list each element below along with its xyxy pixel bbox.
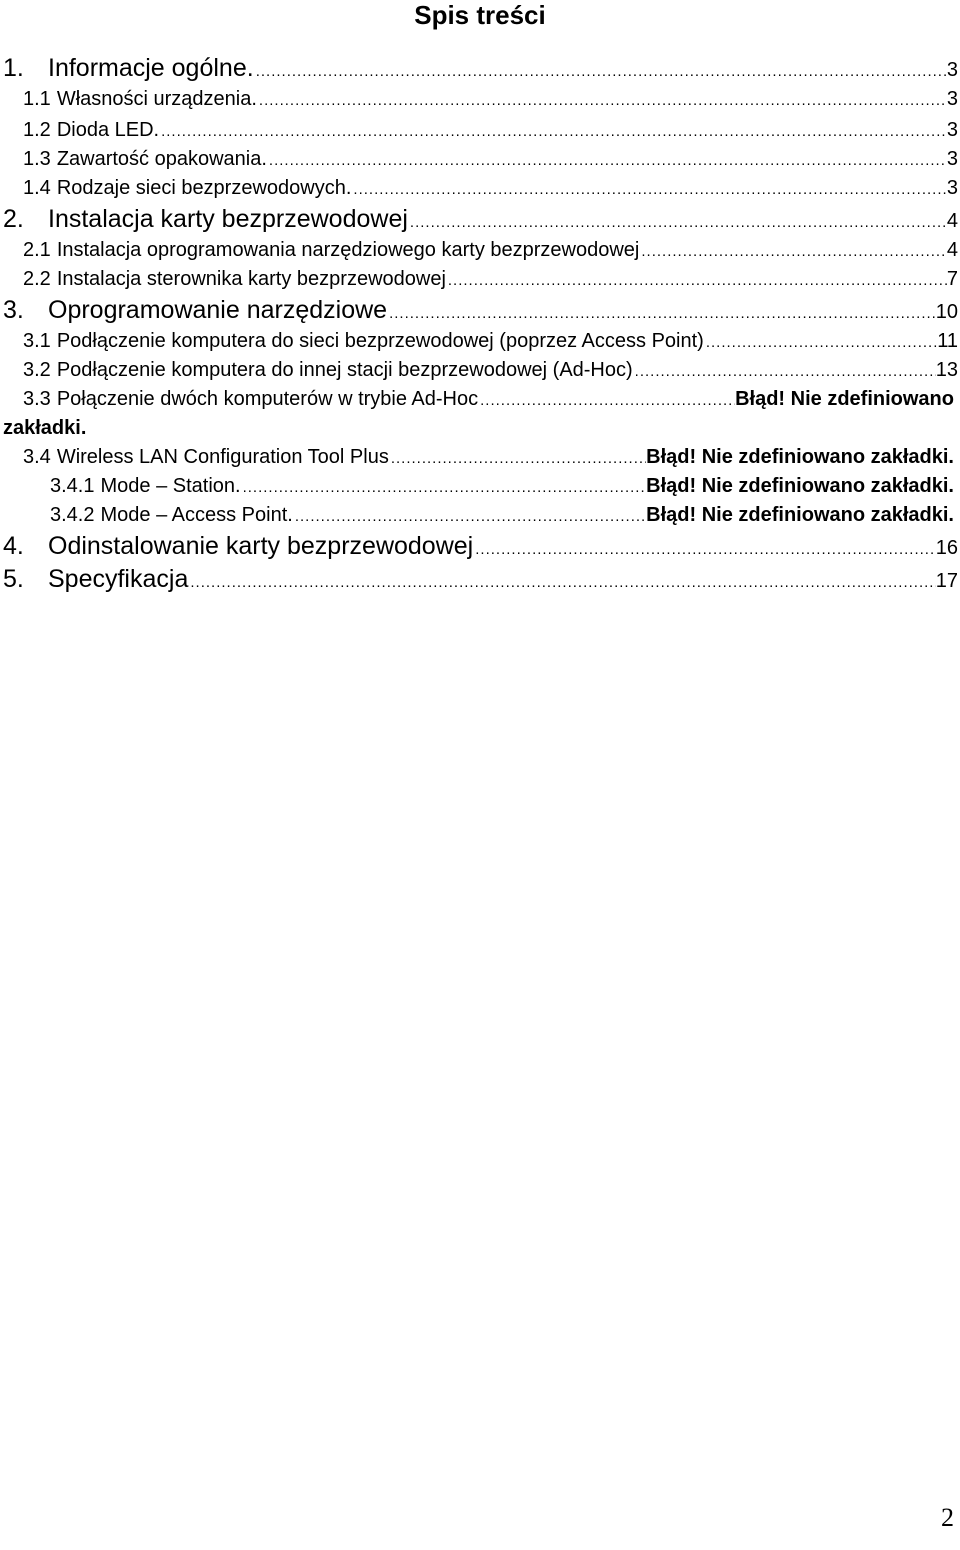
- toc-entry-number: 3.: [3, 296, 24, 324]
- dot-leader: [257, 86, 947, 115]
- toc-entry-number: 2.1: [23, 239, 51, 261]
- toc-entry-text: Dioda LED.: [56, 119, 160, 141]
- toc-entry-text: Rodzaje sieci bezprzewodowych.: [56, 177, 352, 199]
- dot-leader: [241, 473, 647, 502]
- toc-entry-number: 2.: [3, 205, 24, 233]
- toc-entry-text: Połączenie dwóch komputerów w trybie Ad-Hoc: [56, 388, 479, 410]
- dot-leader: [159, 117, 947, 146]
- toc-entry-number: 3.4.2: [50, 504, 95, 526]
- dot-leader: [408, 206, 947, 239]
- dot-leader: [478, 386, 735, 415]
- page-title: Spis treści: [414, 0, 546, 30]
- toc-entry-2-2[interactable]: [3, 265, 960, 294]
- table-of-contents: [3, 52, 960, 596]
- toc-entry-5[interactable]: [3, 563, 960, 596]
- toc-entry-number: 4.: [3, 532, 24, 560]
- toc-entry-1[interactable]: [3, 52, 960, 85]
- toc-entry-label: [3, 174, 351, 203]
- dot-leader: [704, 328, 937, 357]
- toc-entry-text: Własności urządzenia.: [56, 88, 257, 110]
- dot-leader: [639, 237, 947, 266]
- toc-entry-page: 3: [946, 148, 958, 170]
- toc-entry-label: [3, 385, 478, 414]
- toc-entry-page: 17: [935, 570, 958, 592]
- toc-entry-page: 4: [946, 210, 958, 232]
- toc-entry-label: [3, 294, 387, 327]
- toc-entry-text: Odinstalowanie karty bezprzewodowej: [48, 532, 474, 560]
- toc-entry-text: Specyfikacja: [48, 565, 189, 593]
- toc-entry-page: 16: [935, 537, 958, 559]
- toc-entry-number: 2.2: [23, 268, 51, 290]
- toc-entry-3-3[interactable]: [3, 385, 960, 414]
- toc-entry-label: [3, 472, 241, 501]
- toc-entry-number: 1.2: [23, 119, 51, 141]
- dot-leader: [473, 533, 936, 566]
- toc-entry-label: [3, 530, 473, 563]
- toc-entry-3-1[interactable]: [3, 327, 960, 356]
- toc-entry-error: Błąd! Nie zdefiniowano zakładki.: [646, 504, 954, 526]
- toc-entry-error-continuation: zakładki.: [3, 417, 87, 439]
- toc-entry-label: [3, 116, 159, 145]
- toc-entry-number: 3.4.1: [50, 475, 95, 497]
- toc-entry-number: 1.4: [23, 177, 51, 199]
- toc-entry-page: 3: [946, 88, 958, 110]
- toc-entry-number: 3.2: [23, 359, 51, 381]
- toc-entry-text: Mode – Station.: [100, 475, 241, 497]
- toc-entry-error: Błąd! Nie zdefiniowano zakładki.: [646, 475, 954, 497]
- toc-entry-label: [3, 236, 639, 265]
- toc-entry-3-4-2[interactable]: [3, 501, 960, 530]
- toc-entry-page: 3: [946, 177, 958, 199]
- toc-entry-label: [3, 443, 389, 472]
- toc-entry-number: 1.: [3, 54, 24, 82]
- toc-entry-label: [3, 145, 267, 174]
- toc-entry-label: [3, 501, 293, 530]
- toc-entry-4[interactable]: [3, 530, 960, 563]
- toc-entry-text: Zawartość opakowania.: [56, 148, 267, 170]
- toc-entry-label: [3, 203, 408, 236]
- page-number: 2: [941, 1503, 954, 1532]
- dot-leader: [387, 297, 936, 330]
- toc-entry-page: 13: [935, 359, 958, 381]
- dot-leader: [351, 175, 946, 204]
- toc-entry-text: Informacje ogólne.: [48, 54, 254, 82]
- dot-leader: [389, 444, 646, 473]
- toc-entry-3-4-1[interactable]: [3, 472, 960, 501]
- toc-entry-label: [3, 327, 704, 356]
- toc-entry-page: 10: [935, 301, 958, 323]
- toc-entry-number: 3.1: [23, 330, 51, 352]
- toc-entry-3-2[interactable]: [3, 356, 960, 385]
- toc-entry-text: Wireless LAN Configuration Tool Plus: [56, 446, 389, 468]
- toc-entry-3-4[interactable]: [3, 443, 960, 472]
- dot-leader: [446, 266, 947, 295]
- toc-entry-text: Instalacja karty bezprzewodowej: [48, 205, 408, 233]
- toc-entry-page: 11: [937, 330, 958, 352]
- toc-entry-page: 3: [946, 119, 958, 141]
- toc-entry-label: [3, 265, 446, 294]
- dot-leader: [188, 566, 935, 599]
- toc-entry-2-1[interactable]: [3, 236, 960, 265]
- toc-entry-text: Mode – Access Point.: [100, 504, 293, 526]
- toc-entry-error: Błąd! Nie zdefiniowano: [735, 388, 954, 410]
- toc-entry-label: [3, 563, 188, 596]
- dot-leader: [267, 146, 947, 175]
- dot-leader: [633, 357, 936, 386]
- toc-entry-page: 3: [946, 59, 958, 81]
- toc-entry-text: Oprogramowanie narzędziowe: [48, 296, 388, 324]
- toc-entry-label: [3, 52, 254, 85]
- toc-entry-page: 4: [946, 239, 958, 261]
- toc-entry-number: 1.1: [23, 88, 51, 110]
- toc-entry-text: Instalacja oprogramowania narzędziowego karty bezprzewodowej: [56, 239, 640, 261]
- toc-entry-3[interactable]: [3, 294, 960, 327]
- toc-entry-page: 7: [946, 268, 958, 290]
- toc-entry-1-3[interactable]: [3, 145, 960, 174]
- toc-entry-1-1[interactable]: [3, 85, 960, 116]
- toc-entry-label: [3, 356, 633, 385]
- toc-entry-number: 5.: [3, 565, 24, 593]
- toc-entry-text: Instalacja sterownika karty bezprzewodowej: [56, 268, 446, 290]
- toc-entry-number: 3.4: [23, 446, 51, 468]
- toc-entry-2[interactable]: [3, 203, 960, 236]
- dot-leader: [293, 502, 646, 531]
- dot-leader: [254, 55, 947, 88]
- toc-entry-text: Podłączenie komputera do innej stacji bezprzewodowej (Ad-Hoc): [56, 359, 633, 381]
- toc-entry-1-4[interactable]: [3, 174, 960, 203]
- toc-entry-error: Błąd! Nie zdefiniowano zakładki.: [646, 446, 954, 468]
- toc-entry-1-2[interactable]: [3, 116, 960, 145]
- toc-entry-text: Podłączenie komputera do sieci bezprzewodowej (poprzez Access Point): [56, 330, 704, 352]
- toc-entry-number: 1.3: [23, 148, 51, 170]
- toc-entry-label: [3, 85, 257, 114]
- toc-entry-number: 3.3: [23, 388, 51, 410]
